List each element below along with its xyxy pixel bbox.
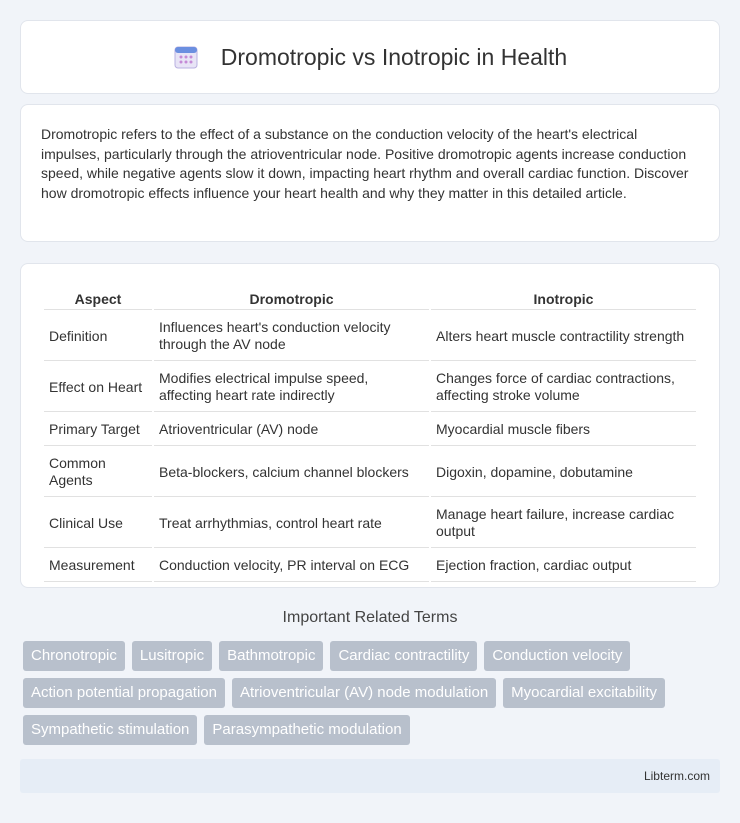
comparison-table-card — [20, 263, 720, 588]
table-cell: Manage heart failure, increase cardiac output — [431, 499, 696, 548]
table-cell: Modifies electrical impulse speed, affecting heart rate indirectly — [154, 363, 429, 412]
table-header-row — [44, 286, 696, 310]
tag-chronotropic[interactable]: Chronotropic — [23, 641, 125, 671]
table-cell: Definition — [44, 312, 152, 361]
table-row — [44, 363, 696, 412]
table-cell: Beta-blockers, calcium channel blockers — [154, 448, 429, 497]
comparison-table — [42, 284, 698, 584]
tag-action-potential-propagation[interactable]: Action potential propagation — [23, 678, 225, 708]
intro-text: Dromotropic refers to the effect of a substance on the conduction velocity of the heart's electrical impulses, particularly through the atrioventricular node. Positive dromotropic agents increase conduction speed, while negative agents slow it down, impacting heart rhythm and overall cardiac function. Discover how dromotropic effects influence your heart health and why they matter in this detailed article. — [41, 126, 689, 201]
table-cell: Ejection fraction, cardiac output — [431, 550, 696, 582]
tag-cardiac-contractility[interactable]: Cardiac contractility — [330, 641, 477, 671]
tag-av-node-modulation[interactable]: Atrioventricular (AV) node modulation — [232, 678, 496, 708]
header-card — [20, 20, 720, 94]
table-cell: Changes force of cardiac contractions, affecting stroke volume — [431, 363, 696, 412]
related-terms-list — [23, 641, 723, 745]
tag-bathmotropic[interactable]: Bathmotropic — [219, 641, 323, 671]
table-row — [44, 550, 696, 582]
table-cell: Alters heart muscle contractility strength — [431, 312, 696, 361]
tag-parasympathetic-modulation[interactable]: Parasympathetic modulation — [204, 715, 409, 745]
table-cell: Primary Target — [44, 414, 152, 446]
tag-conduction-velocity[interactable]: Conduction velocity — [484, 641, 630, 671]
footer-site-link[interactable]: Libterm.com — [643, 769, 710, 783]
table-cell: Influences heart's conduction velocity through the AV node — [154, 312, 429, 361]
tag-myocardial-excitability[interactable]: Myocardial excitability — [503, 678, 665, 708]
table-cell: Clinical Use — [44, 499, 152, 548]
calendar-icon — [173, 44, 199, 70]
table-row — [44, 499, 696, 548]
table-cell: Treat arrhythmias, control heart rate — [154, 499, 429, 548]
column-header: Aspect — [44, 286, 152, 310]
table-cell: Myocardial muscle fibers — [431, 414, 696, 446]
table-row — [44, 448, 696, 497]
table-cell: Digoxin, dopamine, dobutamine — [431, 448, 696, 497]
tag-sympathetic-stimulation[interactable]: Sympathetic stimulation — [23, 715, 197, 745]
page-title: Dromotropic vs Inotropic in Health — [220, 43, 568, 70]
tag-lusitropic[interactable]: Lusitropic — [132, 641, 212, 671]
related-terms-title: Important Related Terms — [282, 609, 458, 626]
table-cell: Effect on Heart — [44, 363, 152, 412]
table-row — [44, 312, 696, 361]
table-cell: Common Agents — [44, 448, 152, 497]
intro-card — [20, 104, 720, 242]
column-header: Inotropic — [431, 286, 696, 310]
table-cell: Conduction velocity, PR interval on ECG — [154, 550, 429, 582]
table-cell: Atrioventricular (AV) node — [154, 414, 429, 446]
table-cell: Measurement — [44, 550, 152, 582]
table-row — [44, 414, 696, 446]
footer — [20, 759, 720, 793]
column-header: Dromotropic — [154, 286, 429, 310]
